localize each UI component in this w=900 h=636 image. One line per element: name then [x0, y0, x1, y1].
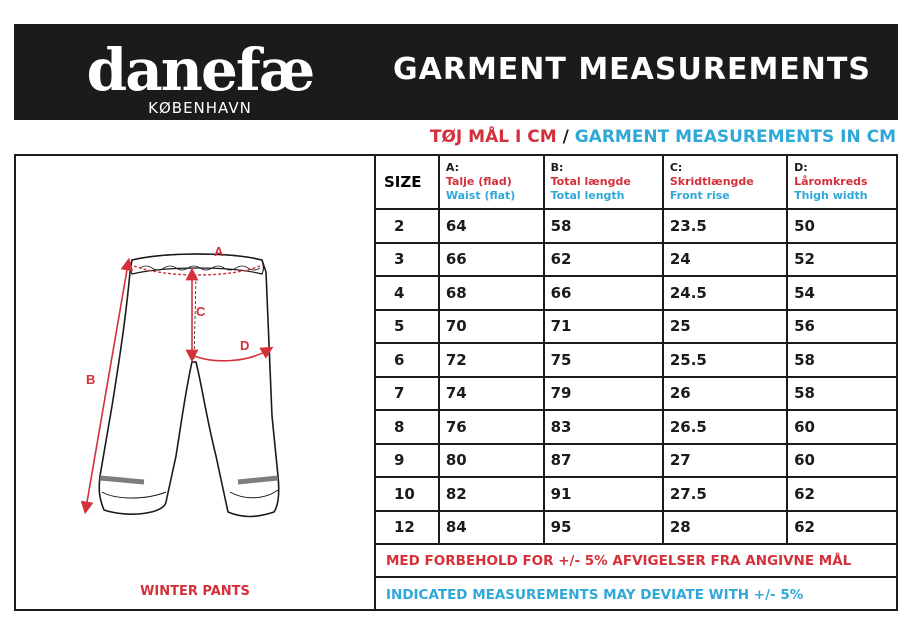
thigh-cell: 62	[787, 511, 896, 545]
size-cell: 4	[376, 276, 439, 310]
measurement-panel	[14, 154, 898, 611]
rise-cell: 27.5	[663, 477, 787, 511]
length-cell: 87	[544, 444, 663, 478]
size-cell: 6	[376, 343, 439, 377]
size-table	[376, 156, 896, 545]
label-c: C	[196, 304, 206, 319]
header-banner	[14, 24, 898, 120]
thigh-cell: 50	[787, 209, 896, 243]
table-row	[376, 343, 896, 377]
subtitle-danish: TØJ MÅL I CM	[429, 127, 557, 147]
table-row	[376, 511, 896, 545]
column-header-length	[544, 156, 663, 209]
length-cell: 83	[544, 410, 663, 444]
brand-city: KØBENHAVN	[148, 99, 252, 117]
rise-cell: 25	[663, 310, 787, 344]
length-cell: 66	[544, 276, 663, 310]
size-cell: 2	[376, 209, 439, 243]
brand-name: danefæ	[86, 36, 314, 104]
page-title: GARMENT MEASUREMENTS	[393, 52, 871, 87]
table-header-row	[376, 156, 896, 209]
table-row	[376, 377, 896, 411]
column-label-danish: Låromkreds	[794, 175, 868, 188]
size-cell: 9	[376, 444, 439, 478]
waist-cell: 84	[439, 511, 544, 545]
waist-cell: 66	[439, 243, 544, 277]
length-cell: 79	[544, 377, 663, 411]
length-cell: 62	[544, 243, 663, 277]
table-row	[376, 444, 896, 478]
winter-pants-diagram	[16, 156, 374, 576]
thigh-cell: 58	[787, 343, 896, 377]
column-label-english: Waist (flat)	[445, 189, 516, 202]
length-cell: 95	[544, 511, 663, 545]
table-row	[376, 410, 896, 444]
table-row	[376, 209, 896, 243]
waist-cell: 64	[439, 209, 544, 243]
column-header-rise	[663, 156, 787, 209]
disclaimer-danish: MED FORBEHOLD FOR +/- 5% AFVIGELSER FRA ANGIVNE MÅL	[376, 544, 896, 578]
waist-cell: 82	[439, 477, 544, 511]
subtitle-separator: /	[562, 127, 569, 147]
size-cell: 5	[376, 310, 439, 344]
label-b: B	[86, 372, 96, 387]
column-letter: C:	[669, 161, 683, 174]
size-cell: 8	[376, 410, 439, 444]
waist-cell: 68	[439, 276, 544, 310]
rise-cell: 24	[663, 243, 787, 277]
thigh-cell: 52	[787, 243, 896, 277]
label-d: D	[240, 338, 250, 353]
rise-cell: 27	[663, 444, 787, 478]
column-label-english: Thigh width	[794, 189, 868, 202]
label-a: A	[214, 244, 224, 259]
waist-cell: 72	[439, 343, 544, 377]
size-cell: 3	[376, 243, 439, 277]
column-letter: B:	[550, 161, 564, 174]
rise-cell: 24.5	[663, 276, 787, 310]
table-row	[376, 243, 896, 277]
thigh-cell: 60	[787, 410, 896, 444]
waist-cell: 70	[439, 310, 544, 344]
size-cell: 10	[376, 477, 439, 511]
size-column-header: SIZE	[376, 156, 439, 209]
rise-cell: 26.5	[663, 410, 787, 444]
column-letter: D:	[794, 161, 808, 174]
thigh-cell: 58	[787, 377, 896, 411]
brand-logo	[70, 24, 330, 120]
length-cell: 58	[544, 209, 663, 243]
column-label-danish: Talje (flad)	[445, 175, 512, 188]
length-cell: 75	[544, 343, 663, 377]
column-label-danish: Skridtlængde	[669, 175, 754, 188]
table-row	[376, 310, 896, 344]
column-header-waist	[439, 156, 544, 209]
waist-cell: 76	[439, 410, 544, 444]
column-label-english: Front rise	[669, 189, 730, 202]
column-label-english: Total length	[550, 189, 625, 202]
size-cell: 12	[376, 511, 439, 545]
column-header-thigh	[787, 156, 896, 209]
waist-cell: 80	[439, 444, 544, 478]
garment-diagram-panel	[16, 156, 376, 609]
thigh-cell: 60	[787, 444, 896, 478]
disclaimer-english: INDICATED MEASUREMENTS MAY DEVIATE WITH +/- 5%	[386, 587, 804, 603]
rise-cell: 25.5	[663, 343, 787, 377]
length-cell: 71	[544, 310, 663, 344]
thigh-cell: 56	[787, 310, 896, 344]
column-label-danish: Total længde	[550, 175, 631, 188]
rise-cell: 23.5	[663, 209, 787, 243]
column-letter: A:	[445, 161, 459, 174]
units-subtitle	[360, 126, 896, 148]
thigh-cell: 62	[787, 477, 896, 511]
size-cell: 7	[376, 377, 439, 411]
subtitle-english: GARMENT MEASUREMENTS IN CM	[574, 127, 896, 147]
rise-cell: 26	[663, 377, 787, 411]
table-row	[376, 276, 896, 310]
garment-caption: WINTER PANTS	[140, 584, 250, 599]
length-cell: 91	[544, 477, 663, 511]
table-row	[376, 477, 896, 511]
waist-cell: 74	[439, 377, 544, 411]
rise-cell: 28	[663, 511, 787, 545]
thigh-cell: 54	[787, 276, 896, 310]
